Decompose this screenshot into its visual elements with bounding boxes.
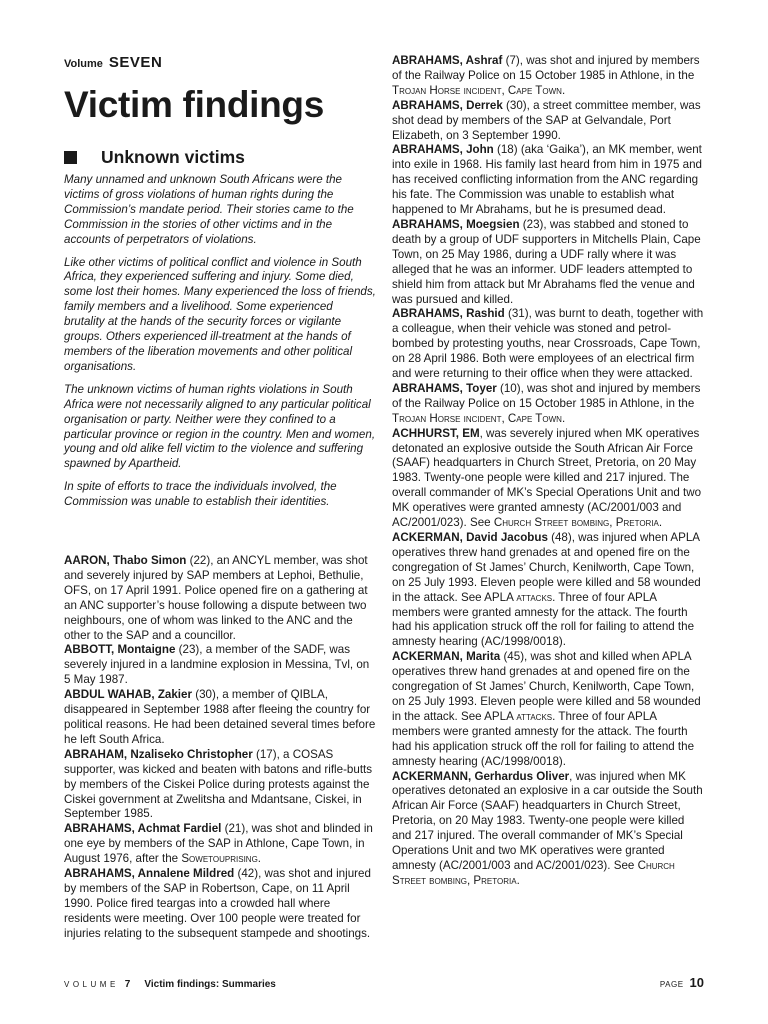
section-heading: [64, 144, 376, 170]
victim-list-right: [392, 54, 704, 889]
victim-details-end: .: [658, 516, 663, 530]
victim-details: (7), was shot and injured by members of the Railway Police on 15 October 1985 in Athlone, in the: [392, 54, 700, 82]
cross-reference: attacks: [516, 590, 553, 604]
victim-name: ABRAHAMS, Rashid: [392, 307, 505, 321]
victim-details: (23), was stabbed and stoned to death by a group of UDF supporters in Mitchells Plain, Cape Town, on 25 May 1986, during a UDF rally where it was alleged that he was an informer. UDF leaders attempted to shield him from attack but Mr Abrahams fled the venue and was pursued and killed.: [392, 217, 701, 306]
page-footer: [64, 975, 704, 993]
volume-label: Volume: [64, 58, 103, 70]
footer-section-title: Victim findings: Summaries: [144, 979, 276, 990]
victim-name: ABRAHAMS, John: [392, 143, 494, 157]
victim-details-end: .: [561, 411, 566, 425]
victim-entry: [64, 554, 376, 643]
victim-name: ABRAHAMS, Annalene Mildred: [64, 867, 235, 881]
victim-details: , was severely injured when MK operatives detonated an explosive outside the South African Air Force (SAAF) headquarters in Church Street, Pretoria, on 20 May 1983. Twenty-one people were killed and 217 injured. The overall commander of MK’s Special Operations Unit and two MK operatives were granted amnesty (AC/2001/003 and AC/2001/023). See: [392, 426, 702, 530]
victim-details: (45), was shot and killed when APLA operatives threw hand grenades at and opened fire on the congregation of St James’ Church, Kenilworth, Cape Town, on 25 July 1993. Eleven people were killed and 58 wounded in the attack. See APLA: [392, 650, 701, 723]
victim-entry: [392, 382, 704, 427]
cross-reference: attacks: [516, 709, 553, 723]
cross-reference: Trojan Horse incident, Cape Town: [392, 411, 562, 425]
victim-entry: [392, 99, 704, 144]
victim-list-left: [64, 554, 376, 942]
victim-entry: [392, 427, 704, 531]
victim-details: (10), was shot and injured by members of the Railway Police on 15 October 1985 in Athlone, in the: [392, 381, 701, 410]
victim-name: ACHHURST, EM: [392, 426, 480, 440]
victim-entry: [64, 688, 376, 748]
square-bullet-icon: [64, 151, 77, 164]
section-title: Unknown victims: [101, 146, 245, 167]
victim-name: ABRAHAMS, Toyer: [392, 381, 497, 395]
victim-name: ABRAHAMS, Derrek: [392, 98, 503, 112]
victim-name: ABRAHAMS, Ashraf: [392, 54, 503, 67]
cross-reference: Church Street bombing, Pretoria: [493, 516, 659, 530]
victim-entry: [64, 822, 376, 867]
intro-paragraph: Like other victims of political conflict and violence in South Africa, they experienced suffering and injury. Some died, some lost their homes. Many experienced the loss of friends, family members and a livelihood. Some experienced brutality at the hands of the security forces or vigilante groups. Others experienced ill-treatment at the hands of members of the liberation movements and other political organisations.: [64, 255, 376, 373]
victim-details: (30), a member of QIBLA, disappeared in September 1988 after fleeing the country for political reasons. He had been detained several times before he left South Africa.: [64, 688, 376, 746]
volume-name: SEVEN: [108, 54, 163, 71]
cross-reference: Trojan Horse incident, Cape Town: [392, 83, 562, 97]
victim-entry: [392, 143, 704, 218]
victim-details: (42), was shot and injured by members of the SAP in Robertson, Cape, on 11 April 1990. Police fired teargas into a crowded hall where residents were meeting. Over 100 people were treated for injuries relating to the subsequent stampede and shootings.: [64, 867, 371, 940]
intro-paragraph: In spite of efforts to trace the individuals involved, the Commission was unable to establish their identities.: [64, 480, 337, 509]
victim-details-end: .: [516, 873, 520, 887]
right-column: [392, 54, 704, 889]
victim-details-end: . Three of four APLA members were granted amnesty for the attack. The fourth had his application struck off the roll for failing to attend the amnesty hearing (AC/1998/0018).: [392, 590, 695, 649]
victim-details-end: .: [257, 852, 262, 866]
victim-details: (17), a COSAS supporter, was kicked and beaten with batons and rifle-butts by members of the Ciskei Police during protests against the Ciskei government at Zwelitsha and Mdantsane, Ciskei, in September 1985.: [64, 747, 373, 821]
intro-paragraph: Many unnamed and unknown South Africans were the victims of gross violations of human rights during the Commission’s mandate period. Their stories came to the Commission in the stories of other victims and in the accounts of perpetrators of violations.: [64, 173, 354, 246]
victim-details-end: . Three of four APLA members were granted amnesty for the attack. The fourth had his application struck off the roll for failing to attend the amnesty hearing (AC/1998/0018).: [392, 709, 695, 768]
victim-details: (22), an ANCYL member, was shot and severely injured by SAP members at Lephoi, Bethulie, OFS, on 17 April 1991. Police opened fire on a gathering at an ANC supporter’s house following a dispute between two neighbours, one of whom was linked to the ANC and the other to the SAP and a councillor.: [64, 554, 368, 642]
victim-details: (18) (aka ‘Gaika’), an MK member, went into exile in 1968. His family last heard from him in 1975 and has received conflicting information from the ANC regarding his fate. The Commission was unable to establish what happened to Mr Abrahams, but he is presumed dead.: [392, 143, 702, 217]
victim-entry: [64, 643, 376, 688]
victim-details: (30), a street committee member, was shot dead by members of the SAP at Gelvandale, Port Elizabeth, on 3 September 1990.: [392, 98, 701, 142]
intro-paragraph: The unknown victims of human rights violations in South Africa were not necessarily aligned to any particular political organisation or party. Neither were they confined to a particular province or region in the country. Men and women, young and old alike fell victim to the violence and suffering spawned by Apartheid.: [64, 382, 376, 471]
victim-name: ABRAHAM, Nzaliseko Christopher: [64, 747, 253, 761]
footer-page-label: PAGE: [659, 980, 684, 989]
intro-text: [64, 173, 376, 510]
victim-details: (23), a member of the SADF, was severely injured in a landmine explosion in Messina, Tvl, on 5 May 1987.: [64, 643, 370, 687]
volume-heading: [64, 54, 376, 76]
left-column: [64, 54, 376, 942]
victim-details-end: .: [561, 83, 566, 97]
victim-name: ACKERMAN, Marita: [392, 650, 501, 664]
victim-details: (31), was burnt to death, together with a colleague, when their vehicle was stoned and petrol-bombed by protesting youths, near Crossroads, Cape Town, on 28 April 1986. Both were employees of an electrical firm and were returning to their office when they were attacked.: [392, 307, 704, 381]
victim-name: ACKERMANN, Gerhardus Oliver: [392, 769, 570, 783]
victim-name: ABRAHAMS, Moegsien: [392, 217, 520, 231]
victim-entry: [392, 307, 704, 382]
page-number: 10: [689, 975, 704, 990]
victim-entry: [64, 748, 376, 823]
victim-details: , was injured when MK operatives detonated an explosive in a car outside the South African Air Force (SAAF) headquarters in Church Street, Pretoria, on 20 May 1983. Twenty-one people were killed and 217 injured. The overall commander of MK’s Special Operations Unit and two MK operatives were granted amnesty (AC/2001/003 and AC/2001/023). See: [392, 769, 703, 872]
victim-entry: [392, 770, 704, 889]
footer-volume-label: VOLUME: [64, 980, 119, 989]
victim-name: ABRAHAMS, Achmat Fardiel: [64, 822, 222, 836]
victim-details: (21), was shot and blinded in one eye by members of the SAP in Athlone, Cape Town, in August 1976, after the: [64, 822, 373, 866]
victim-entry: [392, 218, 704, 307]
victim-name: ABBOTT, Montaigne: [64, 643, 176, 657]
page-title: Victim findings: [64, 84, 325, 125]
victim-name: AARON, Thabo Simon: [64, 554, 187, 568]
footer-volume-number: 7: [124, 979, 131, 990]
victim-entry: [392, 650, 704, 769]
victim-entry: [392, 531, 704, 650]
victim-entry: [64, 867, 376, 942]
cross-reference: Church Street bombing, Pretoria: [392, 858, 675, 887]
victim-details: (48), was injured when APLA operatives threw hand grenades at and opened fire on the congregation of St James’ Church, Kenilworth, Cape Town, on 25 July 1993. Eleven people were killed and 58 wounded in the attack. See APLA: [392, 531, 701, 604]
cross-reference: Sowetouprising: [181, 852, 258, 866]
victim-entry: [392, 54, 704, 99]
victim-name: ABDUL WAHAB, Zakier: [64, 688, 192, 702]
victim-name: ACKERMAN, David Jacobus: [392, 531, 548, 544]
